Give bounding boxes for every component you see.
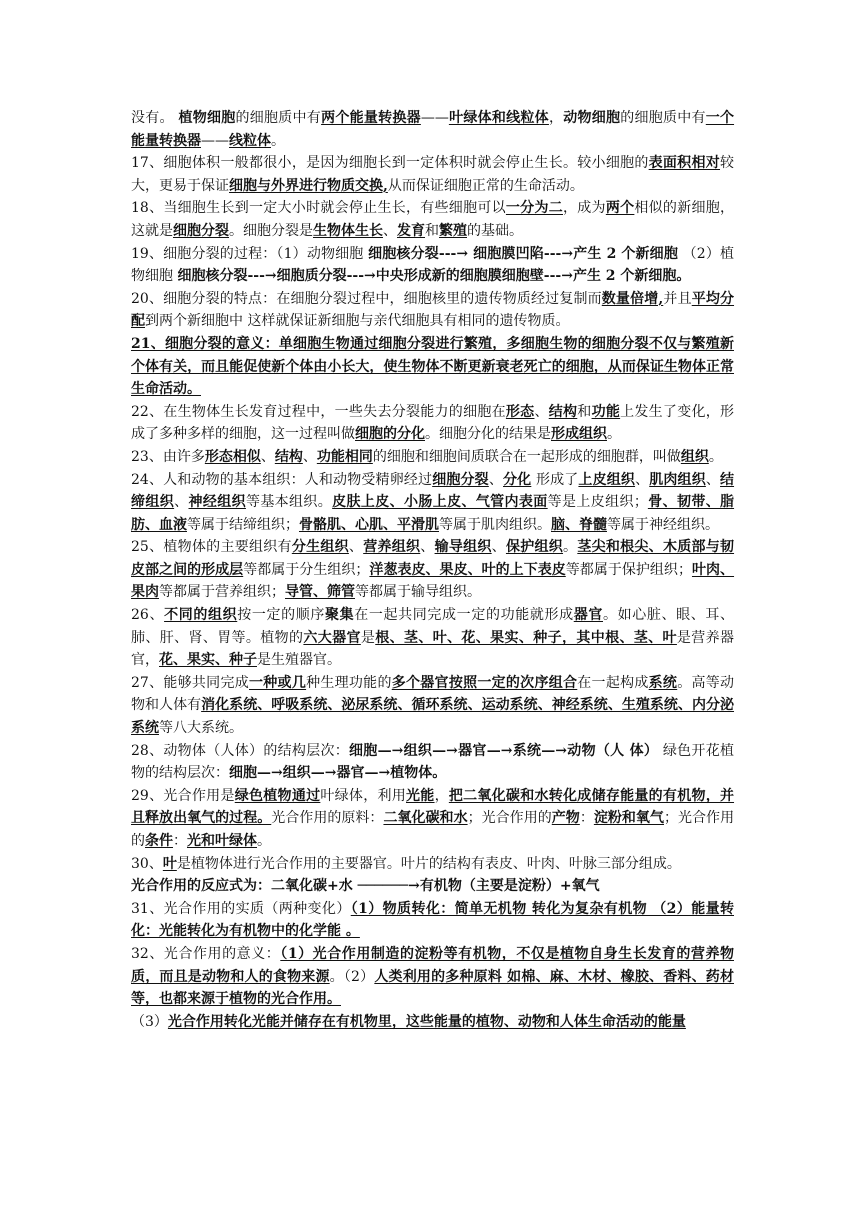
text-run: 。: [563, 539, 578, 556]
text-run: 等基本组织。: [245, 494, 333, 511]
text-run: 是植物体进行光合作用的主要器官。叶片的结构有表皮、叶肉、叶脉三部分组成。: [176, 855, 681, 872]
text-run: （1）光合作用制造的淀粉等有机物，不仅是植物自身生长发育的营养物质，而且是动物和人的食物来源: [131, 945, 734, 985]
text-run: 植物细胞: [178, 110, 236, 126]
text-run: 。: [607, 426, 621, 443]
text-run: 分生组织: [291, 539, 349, 556]
text-run: 、: [383, 222, 397, 239]
text-run: 并且: [663, 290, 692, 307]
text-run: 相似的新细胞，这就是: [131, 200, 735, 239]
text-run: 等都属于营养组织；: [159, 584, 285, 601]
text-run: 细胞分裂: [432, 471, 489, 488]
text-run: （1）物质转化：简单无机物 转化为复杂有机物 （2）能量转化：光能转化为有机物中的化学能 。: [131, 900, 734, 940]
text-run: ：: [173, 833, 187, 849]
text-run: 20、细胞分裂的特点：在细胞分裂过程中，细胞核里的遗传物质经过复制而: [131, 290, 602, 307]
text-run: 动物细胞: [563, 110, 621, 126]
paragraph: [131, 288, 734, 333]
text-run: 两个: [605, 200, 635, 217]
text-run: 。: [257, 833, 271, 849]
text-run: 神经组织: [188, 494, 246, 511]
text-run: 18、当细胞生长到一定大小时就会停止生长，有些细胞可以: [131, 200, 506, 217]
text-run: 细胞的分化: [355, 426, 425, 443]
text-run: 脑、脊髓: [551, 516, 607, 533]
text-run: 人类利用的多种原料 如棉、麻、木材、橡胶、香料、药材等，也都来源于植物的光合作用。: [131, 968, 734, 1008]
text-run: 数量倍增,: [601, 290, 664, 307]
text-run: 。（2）: [329, 968, 375, 985]
text-run: 产物: [551, 810, 580, 827]
text-run: 营养组织: [363, 539, 421, 556]
text-run: 线粒体: [229, 132, 271, 149]
text-run: 上发生了变化，形成了多种多样的细胞，这一过程叫做: [131, 403, 735, 443]
text-run: 是营养器官，: [131, 629, 735, 669]
text-run: 一分为二: [505, 200, 563, 217]
text-run: 、: [174, 494, 189, 511]
text-run: 一个能量转换器: [131, 110, 735, 149]
text-run: 等都属于输导组织。: [355, 584, 481, 601]
text-run: 叶绿体，利用: [320, 787, 407, 804]
text-run: 种生理功能的: [306, 674, 392, 691]
text-run: 叶绿体和线粒体: [448, 110, 549, 126]
text-run: 的细胞质中有: [620, 110, 706, 126]
text-run: 。细胞分裂是: [229, 222, 313, 239]
text-run: 一种或几: [249, 674, 307, 691]
text-run: 生物体生长: [313, 222, 383, 239]
paragraph: [131, 1011, 734, 1034]
paragraph: [131, 785, 734, 853]
text-run: 结缔组织: [131, 471, 735, 511]
text-run: 在一起共同完成一定的功能就形成: [354, 607, 574, 624]
paragraph: [131, 446, 734, 469]
paragraph: [131, 152, 734, 197]
paragraph: [131, 898, 734, 943]
text-run: 是: [360, 629, 376, 646]
text-run: 上皮组织: [578, 471, 636, 488]
text-run: （3）: [131, 1013, 168, 1030]
text-run: 功能: [591, 403, 621, 420]
text-run: 30、: [131, 855, 163, 872]
text-run: 。: [708, 448, 723, 465]
text-run: 和: [425, 222, 439, 239]
text-run: 32、光合作用的意义：: [131, 945, 281, 962]
text-run: 叶: [162, 855, 177, 872]
text-run: 24、人和动物的基本组织：人和动物受精卵经过: [131, 471, 433, 488]
text-run: 光合作用的原料：: [271, 810, 384, 827]
text-run: 条件: [145, 833, 173, 849]
text-run: 、: [491, 539, 506, 556]
text-run: 和: [577, 403, 592, 420]
text-run: 骨骼肌、心肌、平滑肌: [299, 516, 439, 533]
paragraph: [131, 604, 734, 672]
text-run: 表面积相对: [648, 155, 721, 172]
text-run: 把二氧化碳和水转化成储存能量的有机物，并且释放出氧气的过程。: [131, 787, 735, 827]
text-run: 、: [260, 448, 275, 465]
text-run: 六大器官: [303, 629, 361, 646]
text-run: 结构: [548, 403, 578, 420]
paragraph: [131, 672, 734, 740]
text-run: 19、细胞分裂的过程：（1）动物细胞: [131, 245, 369, 262]
text-run: 导管、筛管: [285, 584, 355, 601]
text-run: 从而保证细胞正常的生命活动。: [387, 177, 584, 194]
text-run: 光能: [406, 787, 435, 804]
text-run: 23、由许多: [131, 448, 205, 465]
paragraph: [131, 853, 734, 876]
text-run: 消化系统、呼吸系统、泌尿系统、循环系统、运动系统、神经系统、生殖系统、内分泌系统: [131, 697, 735, 737]
paragraph: [131, 469, 734, 537]
text-run: 茎尖和根尖、木质部与韧皮部之间的形成层: [131, 539, 735, 578]
text-run: 按一定的顺序: [237, 607, 326, 624]
text-run: 花、果实、种子: [159, 652, 257, 669]
paragraph: [131, 197, 734, 242]
text-run: 、: [534, 403, 549, 420]
paragraph: [131, 943, 734, 1011]
text-run: ，: [434, 787, 449, 804]
text-run: 17、细胞体积一般都很小，是因为细胞长到一定体积时就会停止生长。较小细胞的: [131, 155, 649, 172]
text-run: 骨、韧带、脂肪、血液: [131, 494, 735, 533]
text-run: 细胞—→组织—→器官—→植物体。: [229, 765, 447, 782]
text-run: 26、: [131, 607, 165, 624]
text-run: 皮肤上皮、小肠上皮、气管内表面: [332, 494, 548, 511]
text-run: 等都属于分生组织；: [243, 561, 370, 578]
paragraph: [131, 333, 734, 401]
text-run: 细胞核分裂---→细胞质分裂---→中央形成新的细胞膜细胞壁---→产生 2 个新细胞。: [177, 268, 691, 285]
text-run: 等属于肌肉组织。: [439, 516, 551, 533]
text-run: 形成了: [531, 471, 579, 488]
text-run: 聚集: [325, 607, 355, 624]
text-run: 二氧化碳和水: [383, 810, 468, 827]
text-run: 绿色开花植物的结构层次：: [131, 742, 734, 782]
text-run: 、: [348, 539, 364, 556]
text-run: 输导组织: [434, 539, 492, 556]
text-run: 等是上皮组织；: [547, 494, 648, 511]
text-run: ，成为: [563, 200, 606, 217]
text-run: 细胞与外界进行物质交换,: [229, 177, 388, 194]
text-run: 叶肉、果肉: [131, 561, 735, 601]
paragraph: [131, 875, 734, 898]
text-run: 在一起构成: [577, 674, 649, 691]
text-run: 等都属于保护组织；: [565, 561, 692, 578]
text-run: 繁殖: [439, 222, 467, 239]
text-run: 形成组织: [551, 426, 607, 443]
text-run: 肌肉组织: [649, 471, 706, 488]
text-run: 光合作用转化光能并储存在有机物里，这些能量的植物、动物和人体生命活动的能量: [167, 1013, 686, 1030]
paragraph: [131, 107, 734, 152]
text-run: 的基础。: [467, 222, 523, 239]
text-run: 。细胞分化的结果是: [425, 426, 551, 443]
text-run: 保护组织: [505, 539, 564, 556]
text-run: 细胞分裂: [173, 222, 229, 239]
text-run: 29、光合作用是: [131, 787, 235, 804]
text-run: ；光合作用的: [131, 810, 735, 849]
text-run: 。高等动物和人体有: [131, 674, 735, 714]
text-run: 的细胞质中有: [235, 110, 322, 126]
text-run: 淀粉和氧气: [593, 810, 664, 827]
text-run: 分化: [503, 471, 532, 488]
text-run: 。如心脏、眼、耳、肺、肝、肾、胃等。植物的: [131, 607, 735, 646]
text-run: 两个能量转换器: [321, 110, 421, 126]
text-run: 。: [271, 132, 285, 149]
document-body: [131, 107, 734, 1033]
text-run: 根、茎、叶、花、果实、种子，其中根、茎、叶: [375, 629, 677, 646]
text-run: 是生殖器官。: [257, 652, 341, 669]
text-run: 多个器官按照一定的次序组合: [391, 674, 578, 691]
text-run: ；光合作用的: [467, 810, 552, 827]
text-run: 的细胞和细胞间质联合在一起形成的细胞群，叫做: [372, 448, 681, 465]
text-run: 细胞核分裂---→ 细胞膜凹陷---→产生 2 个新细胞: [368, 245, 678, 262]
text-run: ，: [548, 110, 564, 126]
text-run: 细胞—→组织—→器官—→系统—→动物（人 体）: [349, 742, 659, 759]
paragraph: [131, 536, 734, 604]
text-run: 22、在生物体生长发育过程中，一些失去分裂能力的细胞在: [131, 403, 506, 420]
text-run: 功能相同: [316, 448, 373, 465]
text-run: 光合作用的反应式为：二氧化碳+水 ──────→有机物（主要是淀粉）+氧气: [131, 878, 600, 895]
text-run: 、: [488, 471, 503, 488]
text-run: 、: [705, 471, 721, 488]
paragraph: [131, 740, 734, 785]
text-run: 28、动物体（人体）的结构层次：: [131, 742, 350, 759]
text-run: 系统: [648, 674, 678, 691]
text-run: 发育: [397, 222, 425, 239]
text-run: 、: [302, 448, 317, 465]
text-run: 洋葱表皮、果皮、叶的上下表皮: [369, 561, 566, 578]
text-run: 等属于结缔组织；: [187, 516, 299, 533]
text-run: 器官: [573, 607, 603, 624]
paragraph: [131, 243, 734, 288]
text-run: 25、植物体的主要组织有: [131, 539, 292, 556]
text-run: 27、能够共同完成: [131, 674, 249, 691]
text-run: （2）植物细胞: [131, 245, 735, 285]
text-run: 光和叶绿体: [187, 833, 257, 849]
text-run: 不同的组织: [164, 607, 238, 624]
text-run: 组织: [680, 448, 709, 465]
text-run: ——: [201, 132, 229, 149]
text-run: 形态相似: [204, 448, 261, 465]
text-run: ：: [579, 810, 594, 827]
text-run: 形态: [505, 403, 535, 420]
text-run: 等八大系统。: [159, 720, 243, 737]
text-run: ——: [420, 110, 449, 126]
text-run: 、: [635, 471, 650, 488]
text-run: 21、细胞分裂的意义：单细胞生物通过细胞分裂进行繁殖，多细胞生物的细胞分裂不仅与繁殖新个体有关，而且能促使新个体由小长大，使生物体不断更新衰老死亡的细胞，从而保证生物体正常生命活动。: [131, 335, 734, 398]
text-run: 绿色植物通过: [234, 787, 321, 804]
text-run: 没有。: [131, 110, 179, 126]
text-run: 较大，更易于保证: [131, 155, 735, 194]
text-run: 、: [420, 539, 435, 556]
paragraph: [131, 401, 734, 446]
text-run: 结构: [274, 448, 303, 465]
text-run: 平均分配: [131, 290, 735, 330]
text-run: 31、光合作用的实质（两种变化）: [131, 900, 351, 917]
text-run: 等属于神经组织。: [607, 516, 719, 533]
text-run: 到两个新细胞中 这样就保证新细胞与亲代细胞具有相同的遗传物质。: [145, 313, 570, 330]
